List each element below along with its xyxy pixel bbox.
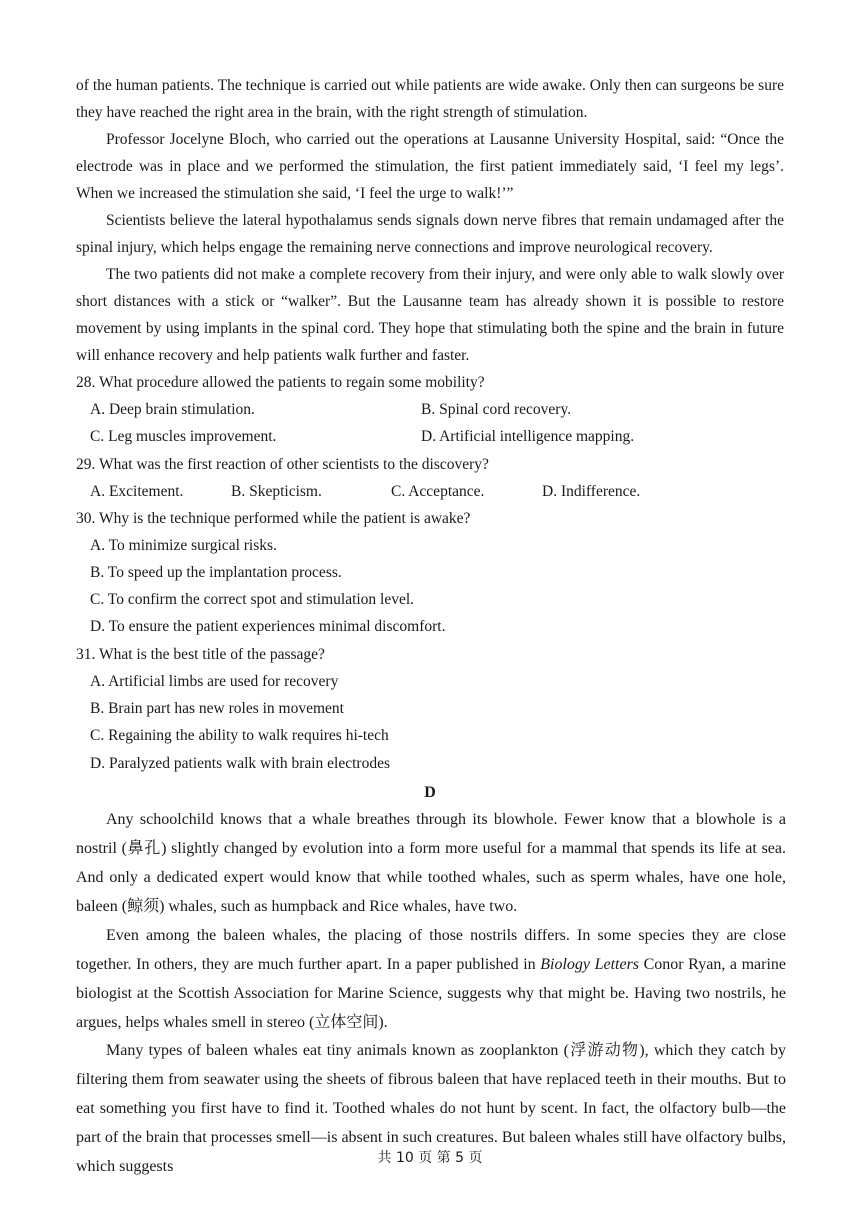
question-30-option-a[interactable]: A. To minimize surgical risks. bbox=[90, 537, 277, 554]
question-28-option-a[interactable]: A. Deep brain stimulation. bbox=[90, 401, 255, 418]
question-28-option-c[interactable]: C. Leg muscles improvement. bbox=[90, 428, 277, 445]
journal-name: Biology Letters bbox=[540, 956, 640, 973]
question-31-option-b[interactable]: B. Brain part has new roles in movement bbox=[90, 700, 344, 717]
question-29-option-a[interactable]: A. Excitement. bbox=[90, 483, 184, 500]
passage-d-paragraph-2-end: Conor Ryan, a marine biologist at the Scottish Association for Marine Science, suggests why that might be. Having two nostrils, he argues, helps whales smell in stereo (立体空间). bbox=[76, 956, 786, 1031]
page-footer: 共 10 页 第 5 页 bbox=[377, 1150, 483, 1166]
question-29-option-d[interactable]: D. Indifference. bbox=[542, 483, 641, 500]
question-30-option-b[interactable]: B. To speed up the implantation process. bbox=[90, 564, 342, 581]
question-28-option-d[interactable]: D. Artificial intelligence mapping. bbox=[421, 428, 635, 445]
passage-d-paragraph-1: Any schoolchild knows that a whale breathes through its blowhole. Fewer know that a blowhole is a nostril (鼻孔) slightly changed by evolution into a form more useful for a mammal that spends its life at sea. And only a dedicated expert would know that while toothed whales, such as sperm whales, have one hole, baleen (鲸须) whales, such as humpback and Rice whales, have two. bbox=[76, 811, 786, 915]
passage-d-paragraph-2-start: Even among the baleen whales, the placing of those nostrils differs. In some species they are close together. In others, they are much further apart. In a paper published in bbox=[76, 927, 786, 973]
section-d-heading: D bbox=[424, 784, 436, 801]
passage-c-paragraph-4: The two patients did not make a complete recovery from their injury, and were only able to walk slowly over short distances with a stick or “walker”. But the Lausanne team has already shown it is possible to restore movement by using implants in the spinal cord. They hope that stimulating both the spine and the brain in future will enhance recovery and help patients walk further and faster. bbox=[76, 266, 784, 364]
passage-c-paragraph-2: Professor Jocelyne Bloch, who carried out the operations at Lausanne University Hospital, said: “Once the electrode was in place and we performed the stimulation, the first patient immediately said, ‘I feel my legs’. When we increased the stimulation she said, ‘I feel the urge to walk!’” bbox=[76, 131, 784, 202]
question-31-stem: 31. What is the best title of the passage? bbox=[76, 646, 325, 663]
question-30-option-c[interactable]: C. To confirm the correct spot and stimulation level. bbox=[90, 591, 415, 608]
passage-c-paragraph-3: Scientists believe the lateral hypothalamus sends signals down nerve fibres that remain undamaged after the spinal injury, which helps engage the remaining nerve connections and improve neurological recovery. bbox=[76, 212, 784, 256]
question-31-option-d[interactable]: D. Paralyzed patients walk with brain electrodes bbox=[90, 755, 390, 772]
question-31-option-c[interactable]: C. Regaining the ability to walk requires hi-tech bbox=[90, 727, 389, 744]
question-28-stem: 28. What procedure allowed the patients to regain some mobility? bbox=[76, 374, 485, 391]
passage-d-paragraph-3: Many types of baleen whales eat tiny animals known as zooplankton (浮游动物), which they catch by filtering them from seawater using the sheets of fibrous baleen that have replaced teeth in their mouths. But to eat something you first have to find it. Toothed whales do not hunt by scent. In fact, the olfactory bulb—the part of the brain that processes smell—is absent in such creatures. But baleen whales still have olfactory bulbs, which suggests bbox=[76, 1042, 786, 1175]
passage-d-paragraph-2 bbox=[76, 921, 786, 1037]
question-29-stem: 29. What was the first reaction of other scientists to the discovery? bbox=[76, 456, 489, 473]
question-29-option-b[interactable]: B. Skepticism. bbox=[231, 483, 322, 500]
question-29-option-c[interactable]: C. Acceptance. bbox=[391, 483, 485, 500]
question-30-stem: 30. Why is the technique performed while the patient is awake? bbox=[76, 510, 471, 527]
question-28-option-b[interactable]: B. Spinal cord recovery. bbox=[421, 401, 572, 418]
question-31-option-a[interactable]: A. Artificial limbs are used for recovery bbox=[90, 673, 339, 690]
passage-c-paragraph-1: of the human patients. The technique is carried out while patients are wide awake. Only then can surgeons be sure they have reached the right area in the brain, with the right strength of stimulation. bbox=[76, 77, 784, 121]
question-30-option-d[interactable]: D. To ensure the patient experiences minimal discomfort. bbox=[90, 618, 446, 635]
